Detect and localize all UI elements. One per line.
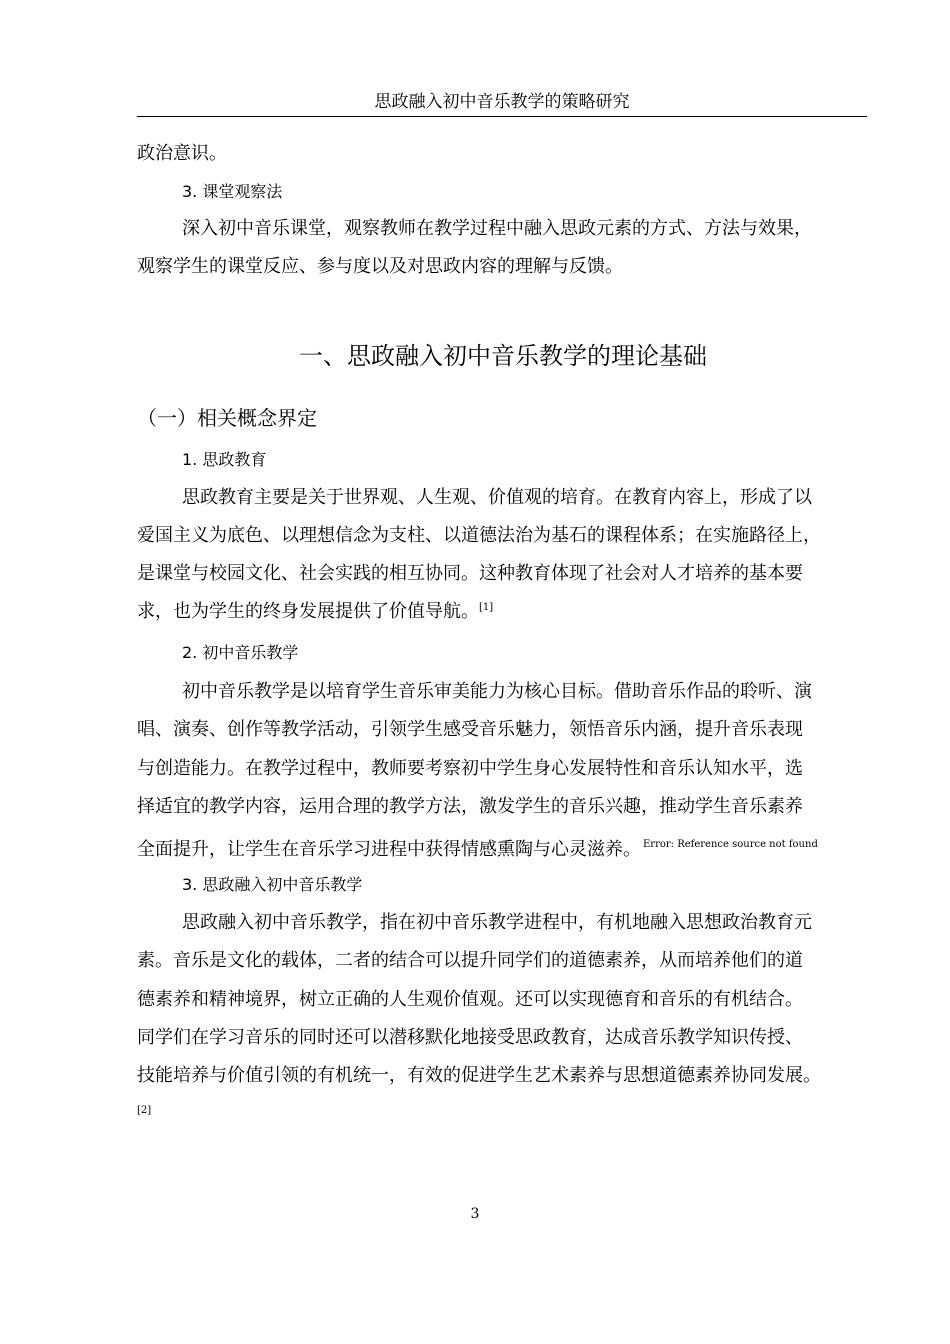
method-heading: 3. 课堂观察法 xyxy=(182,182,283,201)
paragraph-line xyxy=(137,600,869,624)
paragraph-line: 素。音乐是文化的载体，二者的结合可以提升同学们的道德素养，从而培养他们的道 xyxy=(137,950,803,971)
running-header xyxy=(137,88,867,117)
subsection-heading: 3. 思政融入初中音乐教学 xyxy=(182,875,363,894)
paragraph-line: 择适宜的教学内容，运用合理的教学方法，激发学生的音乐兴趣，推动学生音乐素养 xyxy=(137,796,803,817)
paragraph-line: 德素养和精神境界，树立正确的人生观价值观。还可以实现德育和音乐的有机结合。 xyxy=(137,989,803,1010)
paragraph-line: 深入初中音乐课堂，观察教师在教学过程中融入思政元素的方式、方法与效果， xyxy=(182,218,812,239)
running-title: 思政融入初中音乐教学的策略研究 xyxy=(374,92,630,112)
subsection-heading: 1. 思政教育 xyxy=(182,450,267,469)
paragraph-text: 求，也为学生的终身发展提供了价值导航。 xyxy=(137,601,479,622)
chapter-title: 一、思政融入初中音乐教学的理论基础 xyxy=(299,342,707,370)
citation-ref[interactable]: [1] xyxy=(479,602,494,613)
citation-ref[interactable]: [2] xyxy=(137,1105,152,1116)
paragraph-line: 唱、演奏、创作等教学活动，引领学生感受音乐魅力，领悟音乐内涵，提升音乐表现 xyxy=(137,719,803,740)
subsection-heading: 2. 初中音乐教学 xyxy=(182,643,299,662)
paragraph-text: 全面提升，让学生在音乐学习进程中获得情感熏陶与心灵滋养。 xyxy=(137,839,641,860)
paragraph-line: 与创造能力。在教学过程中，教师要考察初中学生身心发展特性和音乐认知水平，选 xyxy=(137,758,803,779)
paragraph-line: 观察学生的课堂反应、参与度以及对思政内容的理解与反馈。 xyxy=(137,256,623,277)
paragraph-line: 是课堂与校园文化、社会实践的相互协同。这种教育体现了社会对人才培养的基本要 xyxy=(137,563,803,584)
reference-error-note: Error: Reference source not found xyxy=(643,839,818,850)
paragraph-line xyxy=(137,833,869,862)
page-number: 3 xyxy=(470,1206,480,1222)
paragraph-line: 思政融入初中音乐教学，指在初中音乐教学进程中，有机地融入思想政治教育元 xyxy=(182,912,812,933)
paragraph-line: 同学们在学习音乐的同时还可以潜移默化地接受思政教育，达成音乐教学知识传授、 xyxy=(137,1027,803,1048)
paragraph-line: 政治意识。 xyxy=(137,143,227,164)
paragraph-line: 技能培养与价值引领的有机统一，有效的促进学生艺术素养与思想道德素养协同发展。 xyxy=(137,1065,821,1086)
paragraph-line: 初中音乐教学是以培育学生音乐审美能力为核心目标。借助音乐作品的聆听、演 xyxy=(182,681,812,702)
paragraph-line: 爱国主义为底色、以理想信念为支柱、以道德法治为基石的课程体系；在实施路径上， xyxy=(137,525,821,546)
section-title: （一）相关概念界定 xyxy=(137,406,317,430)
paragraph-line: 思政教育主要是关于世界观、人生观、价值观的培育。在教育内容上，形成了以 xyxy=(182,487,812,508)
